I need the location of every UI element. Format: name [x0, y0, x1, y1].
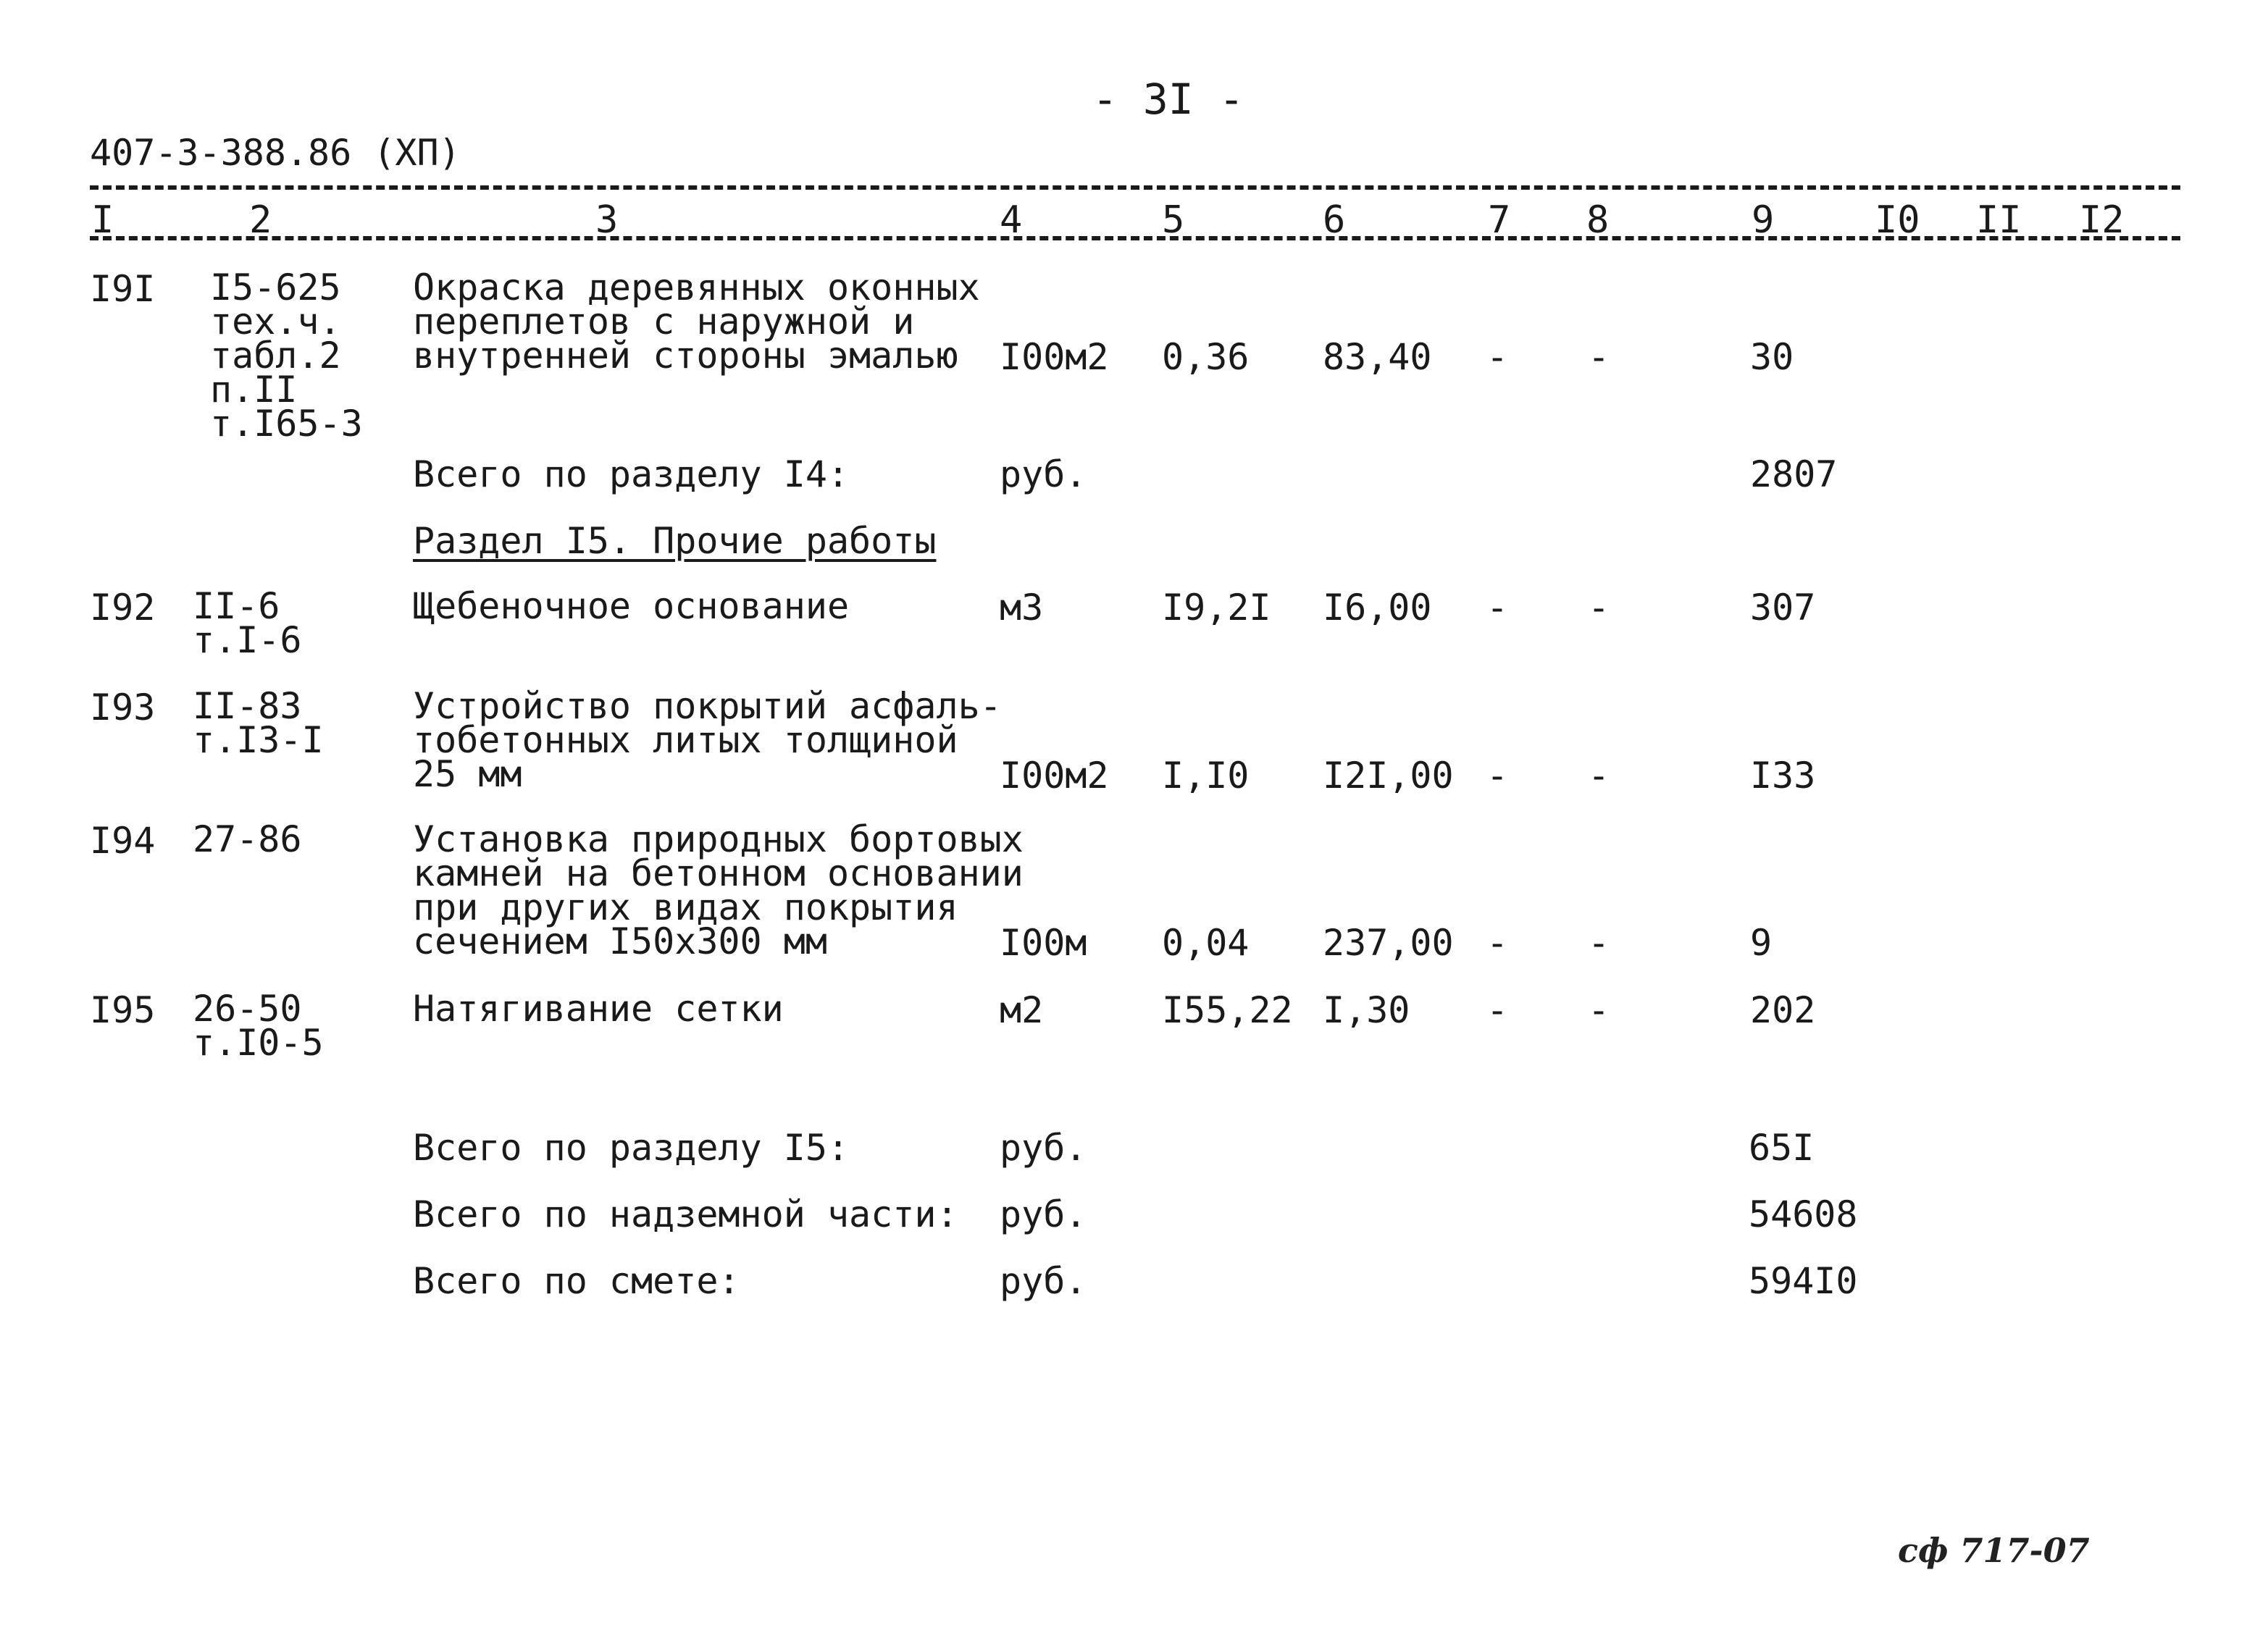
section14-total-label: Всего по разделу I4:	[413, 453, 850, 495]
description-line: Устройство покрытий асфаль-	[413, 685, 1002, 727]
row-quantity: 0,04	[1162, 922, 1250, 964]
code-line: 27-86	[193, 818, 302, 860]
section15-total-unit: руб.	[1000, 1127, 1087, 1169]
row-col7: -	[1486, 922, 1509, 964]
row-col8: -	[1588, 336, 1610, 378]
row-col8: -	[1588, 989, 1610, 1031]
row-price: 237,00	[1323, 922, 1454, 964]
row-col7: -	[1486, 755, 1509, 797]
column-header-9: 9	[1752, 198, 1775, 242]
row-code	[193, 988, 324, 1064]
row-description	[413, 988, 784, 1030]
page-number: - 3I -	[1092, 75, 1244, 124]
code-line: т.I65-3	[210, 403, 363, 445]
header-rule-top	[90, 185, 2180, 190]
row-number: I95	[90, 989, 156, 1031]
description-line: Натягивание сетки	[413, 988, 784, 1030]
column-header-2: 2	[249, 198, 272, 242]
description-line: переплетов с наружной и	[413, 301, 915, 343]
column-header-3: 3	[595, 198, 619, 242]
row-price: I,30	[1323, 989, 1410, 1031]
row-price: I2I,00	[1323, 755, 1454, 797]
row-unit: м3	[1000, 587, 1044, 629]
row-total: 9	[1750, 922, 1773, 964]
handwritten-note: сф 717-07	[1898, 1531, 2090, 1570]
description-line: Установка природных бортовых	[413, 818, 1024, 860]
code-line: т.I-6	[193, 619, 302, 661]
code-line: п.II	[210, 369, 298, 411]
column-header-7: 7	[1488, 198, 1511, 242]
row-number: I92	[90, 587, 156, 629]
row-col7: -	[1486, 989, 1509, 1031]
row-unit: I00м2	[1000, 755, 1109, 797]
header-rule-bottom	[90, 236, 2180, 240]
description-line: внутренней стороны эмалью	[413, 335, 958, 377]
row-quantity: I55,22	[1162, 989, 1293, 1031]
row-total: 202	[1750, 989, 1816, 1031]
row-quantity: I,I0	[1162, 755, 1250, 797]
column-header-8: 8	[1586, 198, 1610, 242]
code-line: I5-625	[210, 266, 341, 308]
row-number: I94	[90, 820, 156, 862]
code-line: II-6	[193, 585, 280, 627]
row-col8: -	[1588, 755, 1610, 797]
code-line: II-83	[193, 685, 302, 727]
aboveground-total-label: Всего по надземной части:	[413, 1193, 958, 1235]
estimate-total-label: Всего по смете:	[413, 1260, 740, 1302]
section15-total-value: 65I	[1749, 1127, 1815, 1169]
code-line: т.I0-5	[193, 1022, 324, 1064]
code-line: тех.ч.	[210, 301, 341, 343]
row-number: I93	[90, 686, 156, 728]
column-header-4: 4	[1000, 198, 1023, 242]
row-unit: I00м2	[1000, 336, 1109, 378]
column-header-10: I0	[1875, 198, 1920, 242]
row-code	[193, 685, 324, 761]
row-description	[413, 685, 1002, 795]
row-unit: I00м	[1000, 922, 1087, 964]
column-header-12: I2	[2079, 198, 2125, 242]
row-description	[413, 818, 1024, 962]
row-code	[193, 266, 363, 445]
row-col7: -	[1486, 336, 1509, 378]
row-total: 307	[1750, 587, 1816, 629]
estimate-total-value: 594I0	[1749, 1260, 1858, 1302]
code-line: 26-50	[193, 988, 302, 1030]
row-total: 30	[1750, 336, 1794, 378]
code-line: табл.2	[210, 335, 341, 377]
column-header-1: I	[91, 198, 114, 242]
description-line: тобетонных литых толщиной	[413, 719, 958, 761]
document-code: 407-3-388.86 (XП)	[90, 132, 461, 174]
row-total: I33	[1750, 755, 1816, 797]
row-col8: -	[1588, 922, 1610, 964]
row-code	[193, 585, 302, 661]
aboveground-total-value: 54608	[1749, 1193, 1858, 1235]
description-line: камней на бетонном основании	[413, 852, 1024, 894]
row-description	[413, 266, 980, 377]
row-price: I6,00	[1323, 587, 1432, 629]
description-line: при других видах покрытия	[413, 886, 958, 928]
description-line: сечением I50x300 мм	[413, 920, 827, 962]
row-price: 83,40	[1323, 336, 1432, 378]
description-line: 25 мм	[413, 753, 522, 795]
row-quantity: 0,36	[1162, 336, 1250, 378]
aboveground-total-unit: руб.	[1000, 1193, 1087, 1235]
row-description	[413, 585, 850, 627]
row-quantity: I9,2I	[1162, 587, 1271, 629]
row-number: I9I	[90, 268, 156, 310]
description-line: Окраска деревянных оконных	[413, 266, 980, 308]
section15-heading: Раздел I5. Прочие работы	[413, 520, 937, 562]
column-header-5: 5	[1162, 198, 1185, 242]
row-col7: -	[1486, 587, 1509, 629]
estimate-total-unit: руб.	[1000, 1260, 1087, 1302]
section15-total-label: Всего по разделу I5:	[413, 1127, 850, 1169]
description-line: Щебеночное основание	[413, 585, 850, 627]
code-line: т.I3-I	[193, 719, 324, 761]
section14-total-unit: руб.	[1000, 453, 1087, 495]
column-header-11: II	[1976, 198, 2022, 242]
section14-total-value: 2807	[1750, 453, 1838, 495]
row-unit: м2	[1000, 989, 1044, 1031]
row-col8: -	[1588, 587, 1610, 629]
column-header-6: 6	[1323, 198, 1346, 242]
row-code	[193, 818, 302, 860]
